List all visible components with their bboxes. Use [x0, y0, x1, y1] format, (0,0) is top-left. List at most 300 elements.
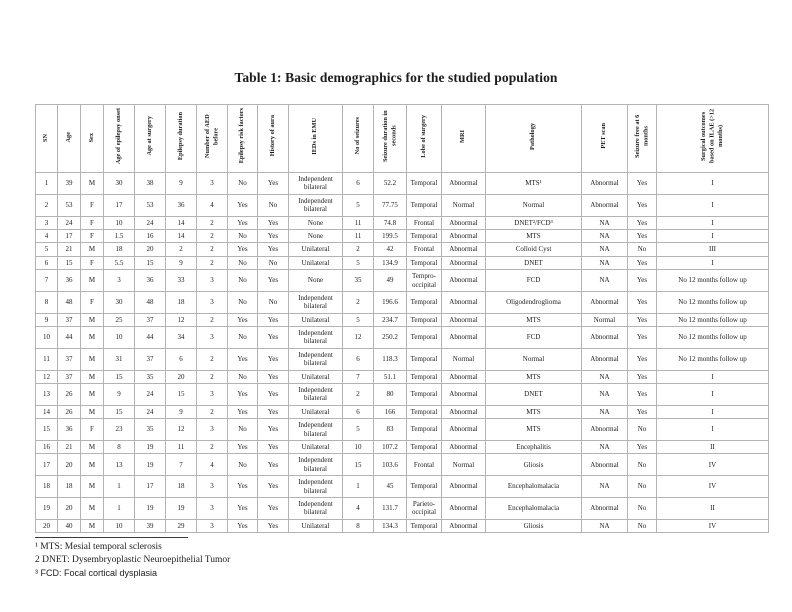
table-cell: 2 [343, 243, 374, 256]
table-cell: Yes [258, 348, 289, 370]
table-row [36, 256, 769, 269]
table-cell: 4 [343, 497, 374, 519]
table-cell: 9 [166, 256, 197, 269]
table-cell: No 12 months follow up [657, 348, 769, 370]
table-cell: 20 [58, 454, 81, 476]
table-cell: 2 [197, 440, 228, 453]
table-cell: Abnormal [582, 173, 628, 195]
table-cell: 23 [104, 419, 135, 441]
table-cell: No 12 months follow up [657, 291, 769, 313]
column-header [228, 105, 258, 173]
table-cell: 18 [58, 476, 81, 498]
table-cell: 36 [58, 419, 81, 441]
column-header [81, 105, 104, 173]
column-header-label: Sex [87, 133, 95, 143]
table-cell: Normal [486, 194, 582, 216]
table-cell: Independent bilateral [289, 454, 343, 476]
table-cell: Temporal [407, 229, 442, 242]
table-cell: M [81, 173, 104, 195]
table-cell: 39 [135, 519, 166, 532]
table-cell: NA [582, 405, 628, 418]
table-cell: 234.7 [374, 313, 407, 326]
table-cell: 16 [135, 229, 166, 242]
table-cell: 35 [343, 270, 374, 292]
table-cell: NA [582, 229, 628, 242]
table-cell: 199.5 [374, 229, 407, 242]
table-row [36, 270, 769, 292]
table-cell: M [81, 476, 104, 498]
table-cell: Tempro-occipital [407, 270, 442, 292]
table-cell: 13 [36, 384, 58, 406]
table-cell: M [81, 454, 104, 476]
column-header [582, 105, 628, 173]
table-cell: F [81, 291, 104, 313]
table-cell: 49 [374, 270, 407, 292]
table-cell: MTS [486, 229, 582, 242]
table-cell: 39 [58, 173, 81, 195]
table-cell: NA [582, 440, 628, 453]
table-cell: Yes [628, 370, 657, 383]
table-cell: Yes [258, 454, 289, 476]
table-cell: Abnormal [442, 256, 486, 269]
table-cell: Yes [628, 313, 657, 326]
table-cell: Frontal [407, 243, 442, 256]
table-cell: Yes [258, 405, 289, 418]
footnote: ³ FCD: Focal cortical dysplasia [35, 567, 158, 578]
table-cell: M [81, 270, 104, 292]
table-cell: 10 [104, 519, 135, 532]
table-cell: Unilateral [289, 519, 343, 532]
table-cell: No [628, 419, 657, 441]
table-cell: 44 [58, 327, 81, 349]
table-cell: 30 [104, 173, 135, 195]
table-cell: Abnormal [442, 370, 486, 383]
table-cell: 12 [36, 370, 58, 383]
table-cell: IV [657, 519, 769, 532]
table-row [36, 313, 769, 326]
table-cell: Yes [258, 243, 289, 256]
table-cell: 103.6 [374, 454, 407, 476]
table-cell: None [289, 216, 343, 229]
table-cell: 18 [36, 476, 58, 498]
table-cell: Abnormal [442, 243, 486, 256]
table-cell: 45 [374, 476, 407, 498]
table-cell: Abnormal [442, 173, 486, 195]
column-header-label: Age at surgery [145, 116, 153, 156]
table-cell: 14 [166, 229, 197, 242]
table-cell: 11 [36, 348, 58, 370]
table-cell: 77.75 [374, 194, 407, 216]
column-header-label: History of aura [268, 115, 276, 157]
table-cell: 19 [135, 454, 166, 476]
table-cell: 7 [166, 454, 197, 476]
table-cell: Abnormal [442, 476, 486, 498]
table-cell: Parieto-occipital [407, 497, 442, 519]
table-cell: 24 [58, 216, 81, 229]
table-cell: Yes [228, 476, 258, 498]
table-cell: No [258, 291, 289, 313]
table-cell: Unilateral [289, 243, 343, 256]
table-cell: 7 [36, 270, 58, 292]
table-cell: 12 [166, 313, 197, 326]
table-cell: Yes [258, 216, 289, 229]
table-cell: Temporal [407, 313, 442, 326]
table-cell: Abnormal [442, 440, 486, 453]
table-cell: 2 [197, 216, 228, 229]
table-cell: Unilateral [289, 405, 343, 418]
table-cell: Normal [442, 454, 486, 476]
table-cell: M [81, 370, 104, 383]
table-cell: M [81, 243, 104, 256]
column-header-label: Age [64, 132, 72, 143]
column-header-label: Lobe of surgery [419, 114, 427, 158]
table-cell: M [81, 327, 104, 349]
table-cell: 21 [58, 243, 81, 256]
table-cell: 3 [197, 384, 228, 406]
table-cell: 134.3 [374, 519, 407, 532]
table-cell: 19 [166, 497, 197, 519]
demographics-table [35, 104, 769, 533]
table-row [36, 370, 769, 383]
table-cell: No [228, 291, 258, 313]
table-cell: 20 [135, 243, 166, 256]
table-cell: 11 [166, 440, 197, 453]
column-header [442, 105, 486, 173]
table-row [36, 476, 769, 498]
column-header [197, 105, 228, 173]
column-header [657, 105, 769, 173]
table-cell: No [258, 256, 289, 269]
column-header-label: Seizure free at 6 months [633, 114, 649, 158]
table-cell: 29 [166, 519, 197, 532]
table-cell: Abnormal [442, 405, 486, 418]
table-cell: 7 [343, 370, 374, 383]
table-cell: Unilateral [289, 256, 343, 269]
table-cell: 48 [135, 291, 166, 313]
table-cell: 53 [58, 194, 81, 216]
column-header-label: Seizure duration in seconds [381, 110, 397, 162]
table-cell: 83 [374, 419, 407, 441]
table-cell: No 12 months follow up [657, 327, 769, 349]
footnote-separator [35, 537, 188, 538]
table-cell: MTS [486, 419, 582, 441]
table-cell: Unilateral [289, 440, 343, 453]
table-cell: 15 [58, 256, 81, 269]
table-cell: 2 [36, 194, 58, 216]
table-cell: No [228, 370, 258, 383]
table-cell: IV [657, 454, 769, 476]
table-cell: Temporal [407, 256, 442, 269]
table-cell: Yes [258, 519, 289, 532]
table-cell: Yes [628, 348, 657, 370]
table-cell: Yes [228, 519, 258, 532]
table-body [36, 173, 769, 533]
table-cell: 3 [197, 270, 228, 292]
table-cell: Yes [628, 440, 657, 453]
table-cell: I [657, 173, 769, 195]
table-cell: F [81, 419, 104, 441]
table-cell: 9 [166, 405, 197, 418]
table-cell: 5 [343, 419, 374, 441]
table-cell: 40 [58, 519, 81, 532]
table-cell: 15 [36, 419, 58, 441]
table-cell: Yes [628, 173, 657, 195]
table-cell: 10 [36, 327, 58, 349]
table-cell: 37 [135, 313, 166, 326]
table-cell: I [657, 384, 769, 406]
table-cell: Yes [228, 348, 258, 370]
table-cell: None [289, 270, 343, 292]
table-cell: No [228, 327, 258, 349]
column-header-label: IEDs in EMU [311, 117, 319, 155]
table-cell: 250.2 [374, 327, 407, 349]
table-cell: Temporal [407, 173, 442, 195]
table-cell: 17 [135, 476, 166, 498]
table-cell: 3 [197, 519, 228, 532]
table-cell: 16 [36, 440, 58, 453]
table-cell: 18 [166, 291, 197, 313]
table-cell: 37 [135, 348, 166, 370]
table-cell: Yes [228, 216, 258, 229]
table-cell: Independent bilateral [289, 384, 343, 406]
table-cell: M [81, 440, 104, 453]
table-cell: Temporal [407, 384, 442, 406]
table-cell: 6 [343, 173, 374, 195]
table-cell: Temporal [407, 291, 442, 313]
table-cell: Yes [228, 313, 258, 326]
column-header-label: MRI [459, 129, 467, 143]
table-cell: Yes [228, 440, 258, 453]
table-cell: 6 [343, 348, 374, 370]
table-cell: 14 [166, 216, 197, 229]
table-cell: Yes [258, 370, 289, 383]
table-cell: 8 [104, 440, 135, 453]
table-cell: 107.2 [374, 440, 407, 453]
table-cell: 19 [135, 440, 166, 453]
table-cell: Encephalitis [486, 440, 582, 453]
table-row [36, 419, 769, 441]
table-cell: Abnormal [442, 497, 486, 519]
table-cell: 37 [58, 348, 81, 370]
table-cell: 8 [36, 291, 58, 313]
table-cell: 30 [104, 291, 135, 313]
table-cell: 5 [343, 313, 374, 326]
table-row [36, 194, 769, 216]
table-cell: F [81, 256, 104, 269]
table-cell: II [657, 497, 769, 519]
table-cell: No [228, 270, 258, 292]
table-cell: 11 [343, 216, 374, 229]
table-cell: Yes [628, 194, 657, 216]
table-cell: 12 [343, 327, 374, 349]
table-cell: I [657, 405, 769, 418]
table-cell: Independent bilateral [289, 419, 343, 441]
table-cell: 44 [135, 327, 166, 349]
table-cell: Independent bilateral [289, 348, 343, 370]
table-cell: Encephalomalacia [486, 497, 582, 519]
table-cell: 4 [197, 194, 228, 216]
table-cell: Independent bilateral [289, 497, 343, 519]
column-header [258, 105, 289, 173]
table-cell: 48 [58, 291, 81, 313]
table-cell: 2 [197, 256, 228, 269]
column-header [374, 105, 407, 173]
table-cell: F [81, 216, 104, 229]
table-cell: 80 [374, 384, 407, 406]
table-cell: Unilateral [289, 313, 343, 326]
table-cell: 31 [104, 348, 135, 370]
table-cell: 21 [58, 440, 81, 453]
column-header [628, 105, 657, 173]
table-cell: 42 [374, 243, 407, 256]
table-cell: Yes [628, 327, 657, 349]
table-cell: 196.6 [374, 291, 407, 313]
table-cell: 2 [343, 384, 374, 406]
table-cell: Unilateral [289, 370, 343, 383]
table-cell: 13 [104, 454, 135, 476]
table-cell: II [657, 440, 769, 453]
table-cell: 5.5 [104, 256, 135, 269]
table-cell: 35 [135, 370, 166, 383]
footnote-list [35, 541, 515, 579]
table-cell: Independent bilateral [289, 476, 343, 498]
table-cell: Yes [258, 229, 289, 242]
table-cell: Temporal [407, 405, 442, 418]
table-cell: DNET [486, 384, 582, 406]
table-cell: Independent bilateral [289, 291, 343, 313]
table-cell: 6 [166, 348, 197, 370]
table-cell: 15 [135, 256, 166, 269]
footnotes-block [35, 537, 515, 579]
table-cell: No [628, 519, 657, 532]
column-header-label: Age of epilepsy onset [114, 107, 122, 165]
table-cell: Independent bilateral [289, 194, 343, 216]
column-header [166, 105, 197, 173]
table-cell: FCD [486, 327, 582, 349]
table-cell: 10 [104, 216, 135, 229]
table-cell: Temporal [407, 519, 442, 532]
table-cell: Encephalomalacia [486, 476, 582, 498]
table-cell: 33 [166, 270, 197, 292]
table-row [36, 173, 769, 195]
table-cell: 2 [197, 243, 228, 256]
table-cell: 17 [36, 454, 58, 476]
table-cell: 11 [343, 229, 374, 242]
table-cell: Abnormal [582, 348, 628, 370]
table-cell: F [81, 194, 104, 216]
table-cell: 20 [166, 370, 197, 383]
table-cell: No [628, 454, 657, 476]
table-cell: 3 [197, 291, 228, 313]
table-cell: Temporal [407, 419, 442, 441]
table-cell: No [228, 229, 258, 242]
table-row [36, 440, 769, 453]
table-cell: I [657, 419, 769, 441]
table-cell: Abnormal [582, 419, 628, 441]
table-cell: 1 [343, 476, 374, 498]
table-cell: 10 [343, 440, 374, 453]
table-cell: Abnormal [442, 313, 486, 326]
footnote: 2 DNET: Dysembryoplastic Neuroepithelial Tumor [35, 554, 231, 565]
table-cell: 25 [104, 313, 135, 326]
table-cell: 1 [104, 497, 135, 519]
table-row [36, 229, 769, 242]
table-cell: NA [582, 216, 628, 229]
table-cell: M [81, 348, 104, 370]
table-cell: MTS [486, 370, 582, 383]
column-header-label: SN [42, 134, 50, 143]
table-cell: NA [582, 476, 628, 498]
table-row [36, 327, 769, 349]
table-cell: Abnormal [442, 327, 486, 349]
table-cell: 1 [104, 476, 135, 498]
table-cell: 15 [166, 384, 197, 406]
table-cell: 131.7 [374, 497, 407, 519]
table-cell: 74.8 [374, 216, 407, 229]
table-row [36, 454, 769, 476]
table-cell: Yes [258, 173, 289, 195]
table-cell: 3 [197, 327, 228, 349]
table-cell: Independent bilateral [289, 327, 343, 349]
table-cell: 53 [135, 194, 166, 216]
table-cell: Yes [258, 497, 289, 519]
table-cell: Yes [258, 384, 289, 406]
table-cell: 166 [374, 405, 407, 418]
table-cell: DNET [486, 256, 582, 269]
table-cell: Yes [628, 256, 657, 269]
table-cell: 2 [197, 370, 228, 383]
table-cell: Abnormal [442, 419, 486, 441]
table-cell: Yes [228, 497, 258, 519]
table-cell: Temporal [407, 348, 442, 370]
table-cell: 37 [58, 313, 81, 326]
table-cell: Yes [228, 384, 258, 406]
table-cell: I [657, 370, 769, 383]
table-cell: FCD [486, 270, 582, 292]
column-header-label: Epilepsy risk factors [238, 108, 246, 164]
table-row [36, 519, 769, 532]
column-header-label: Pathology [529, 122, 537, 150]
table-cell: No [628, 497, 657, 519]
table-cell: Yes [258, 313, 289, 326]
column-header [58, 105, 81, 173]
table-cell: 2 [166, 243, 197, 256]
table-cell: Abnormal [582, 497, 628, 519]
table-cell: Yes [628, 229, 657, 242]
footnote: ¹ MTS: Mesial temporal sclerosis [35, 542, 162, 552]
column-header-label: PET scan [600, 123, 608, 149]
table-cell: M [81, 497, 104, 519]
table-row [36, 348, 769, 370]
table-cell: DNET²/FCD³ [486, 216, 582, 229]
header-row [36, 105, 769, 173]
table-title: Table 1: Basic demographics for the studied population [234, 70, 558, 85]
table-cell: 52.2 [374, 173, 407, 195]
table-row [36, 497, 769, 519]
table-cell: Abnormal [582, 327, 628, 349]
table-cell: 3 [36, 216, 58, 229]
table-cell: 51.1 [374, 370, 407, 383]
table-cell: Gliosis [486, 454, 582, 476]
table-cell: 5 [343, 194, 374, 216]
table-cell: 8 [343, 519, 374, 532]
table-cell: Yes [628, 216, 657, 229]
table-cell: 6 [343, 405, 374, 418]
table-cell: 1 [36, 173, 58, 195]
table-cell: Yes [258, 440, 289, 453]
table-row [36, 291, 769, 313]
table-cell: NA [582, 519, 628, 532]
